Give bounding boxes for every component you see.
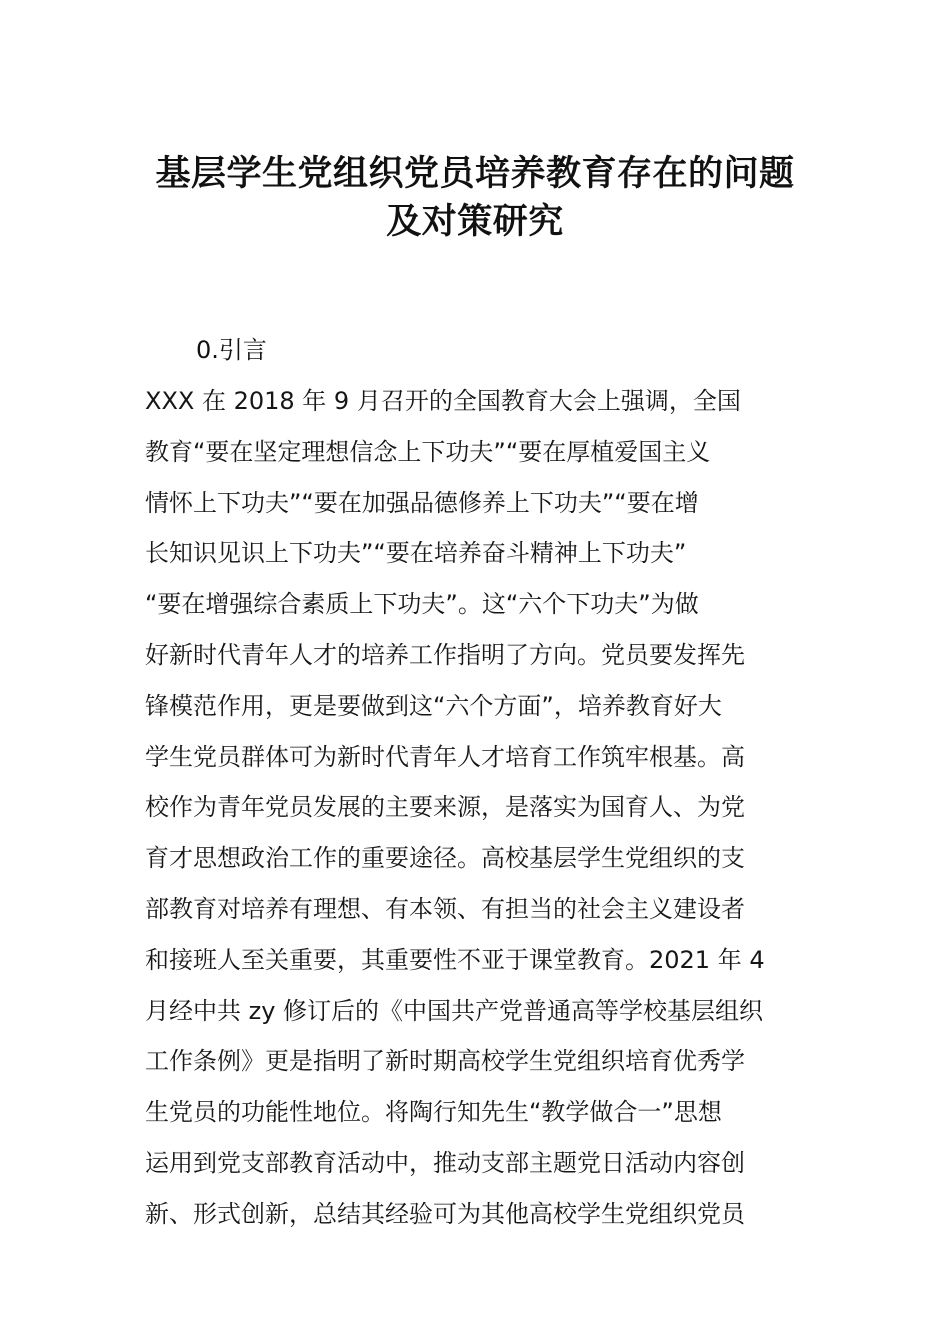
body-line: 长知识见识上下功夫”“要在培养奋斗精神上下功夫” [145,539,687,568]
body-line: “要在增强综合素质上下功夫”。这“六个下功夫”为做 [145,590,699,619]
title-line-1: 基层学生党组织党员培养教育存在的问题 [155,154,795,194]
section-heading-introduction: 0.引言 [196,336,267,364]
body-paragraph [145,376,810,1240]
body-line: 育才思想政治工作的重要途径。高校基层学生党组织的支 [145,844,745,873]
body-line: 锋模范作用，更是要做到这“六个方面”，培养教育好大 [145,691,722,720]
body-line: 月经中共 zy 修订后的《中国共产党普通高等学校基层组织 [145,996,764,1025]
body-line: 教育“要在坚定理想信念上下功夫”“要在厚植爱国主义 [145,437,711,466]
body-line: 好新时代青年人才的培养工作指明了方向。党员要发挥先 [145,640,745,669]
body-line: 和接班人至关重要，其重要性不亚于课堂教育。2021 年 4 [145,945,765,974]
body-line: 校作为青年党员发展的主要来源，是落实为国育人、为党 [145,793,745,822]
title-line-2: 及对策研究 [386,202,564,242]
body-line: XXX 在 2018 年 9 月召开的全国教育大会上强调，全国 [145,387,741,415]
document-title [140,150,810,246]
body-line: 情怀上下功夫”“要在加强品德修养上下功夫”“要在增 [145,488,699,517]
body-line: 部教育对培养有理想、有本领、有担当的社会主义建设者 [145,894,745,923]
body-line: 工作条例》更是指明了新时期高校学生党组织培育优秀学 [145,1047,745,1076]
body-line: 生党员的功能性地位。将陶行知先生“教学做合一”思想 [145,1098,722,1127]
body-line: 新、形式创新，总结其经验可为其他高校学生党组织党员 [145,1199,745,1228]
body-line: 学生党员群体可为新时代青年人才培育工作筑牢根基。高 [145,742,745,771]
body-line: 运用到党支部教育活动中，推动支部主题党日活动内容创 [145,1148,745,1177]
